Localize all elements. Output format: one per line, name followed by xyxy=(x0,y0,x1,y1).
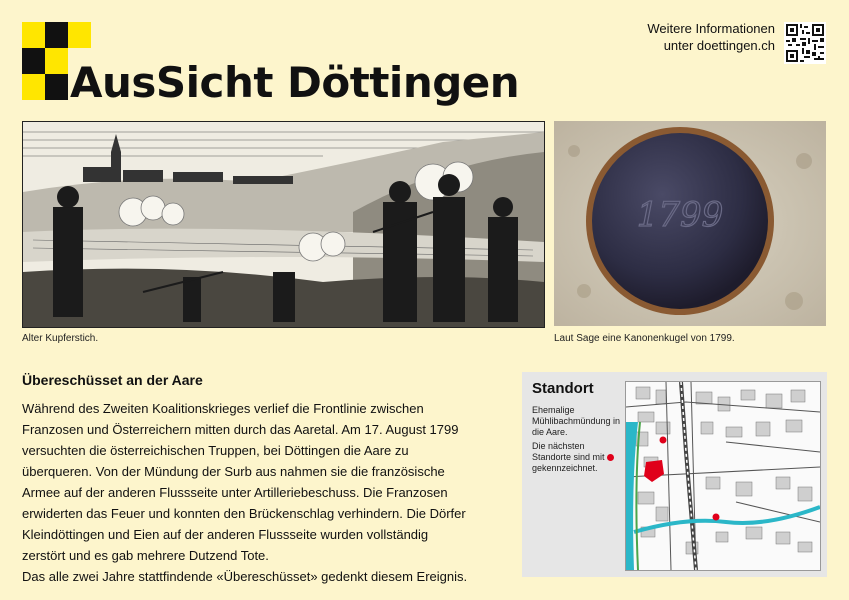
cannonball-inscription: 1799 xyxy=(636,195,724,235)
engraving-image xyxy=(22,121,545,328)
cannonball-image xyxy=(554,121,826,326)
info-line-2[interactable]: unter doettingen.ch xyxy=(663,38,775,53)
article-paragraph-1: Während des Zweiten Koalitionskrieges verlief die Frontlinie zwischen Franzosen und Österreichern mitten durch das Aaretal. Am 17. August 1799 versuchten die österreichischen Truppen, bei Döttingen die Aare zu überqueren. Von der Mündung der Surb aus nahmen sie die französische Armee auf der anderen Flussseite unter Artilleriebeschuss. Die Franzosen erwiderten das Feuer und konnten den Brückenschlag verhindern. Die Dörfer Kleindöttingen und Eien auf der anderen Flussseite wurden vollständig zerstört und es gab mehrere Dutzend Tote. xyxy=(22,401,466,563)
location-title: Standort xyxy=(532,380,594,397)
location-text-2 xyxy=(532,441,624,474)
article-body xyxy=(22,398,472,587)
location-text-2b: gekennzeichnet. xyxy=(532,463,598,473)
location-text xyxy=(532,405,624,477)
article-paragraph-2: Das alle zwei Jahre stattfindende «Übereschüsset» gedenkt diesem Ereignis. xyxy=(22,569,468,584)
article-heading: Übereschüsset an der Aare xyxy=(22,372,203,388)
location-text-1: Ehemalige Mühlibachmündung in die Aare. xyxy=(532,405,621,437)
engraving-caption: Alter Kupferstich. xyxy=(22,333,99,344)
qr-code[interactable] xyxy=(784,22,826,64)
cannonball-caption: Laut Sage eine Kanonenkugel von 1799. xyxy=(554,333,735,344)
location-panel xyxy=(522,372,827,577)
location-text-2a: Die nächsten Standorte sind mit xyxy=(532,441,605,462)
info-line-1: Weitere Informationen xyxy=(647,21,775,36)
location-map[interactable] xyxy=(625,381,821,571)
info-text xyxy=(647,20,775,54)
red-dot-icon xyxy=(607,454,614,461)
page-title: AusSicht Döttingen xyxy=(70,58,520,107)
